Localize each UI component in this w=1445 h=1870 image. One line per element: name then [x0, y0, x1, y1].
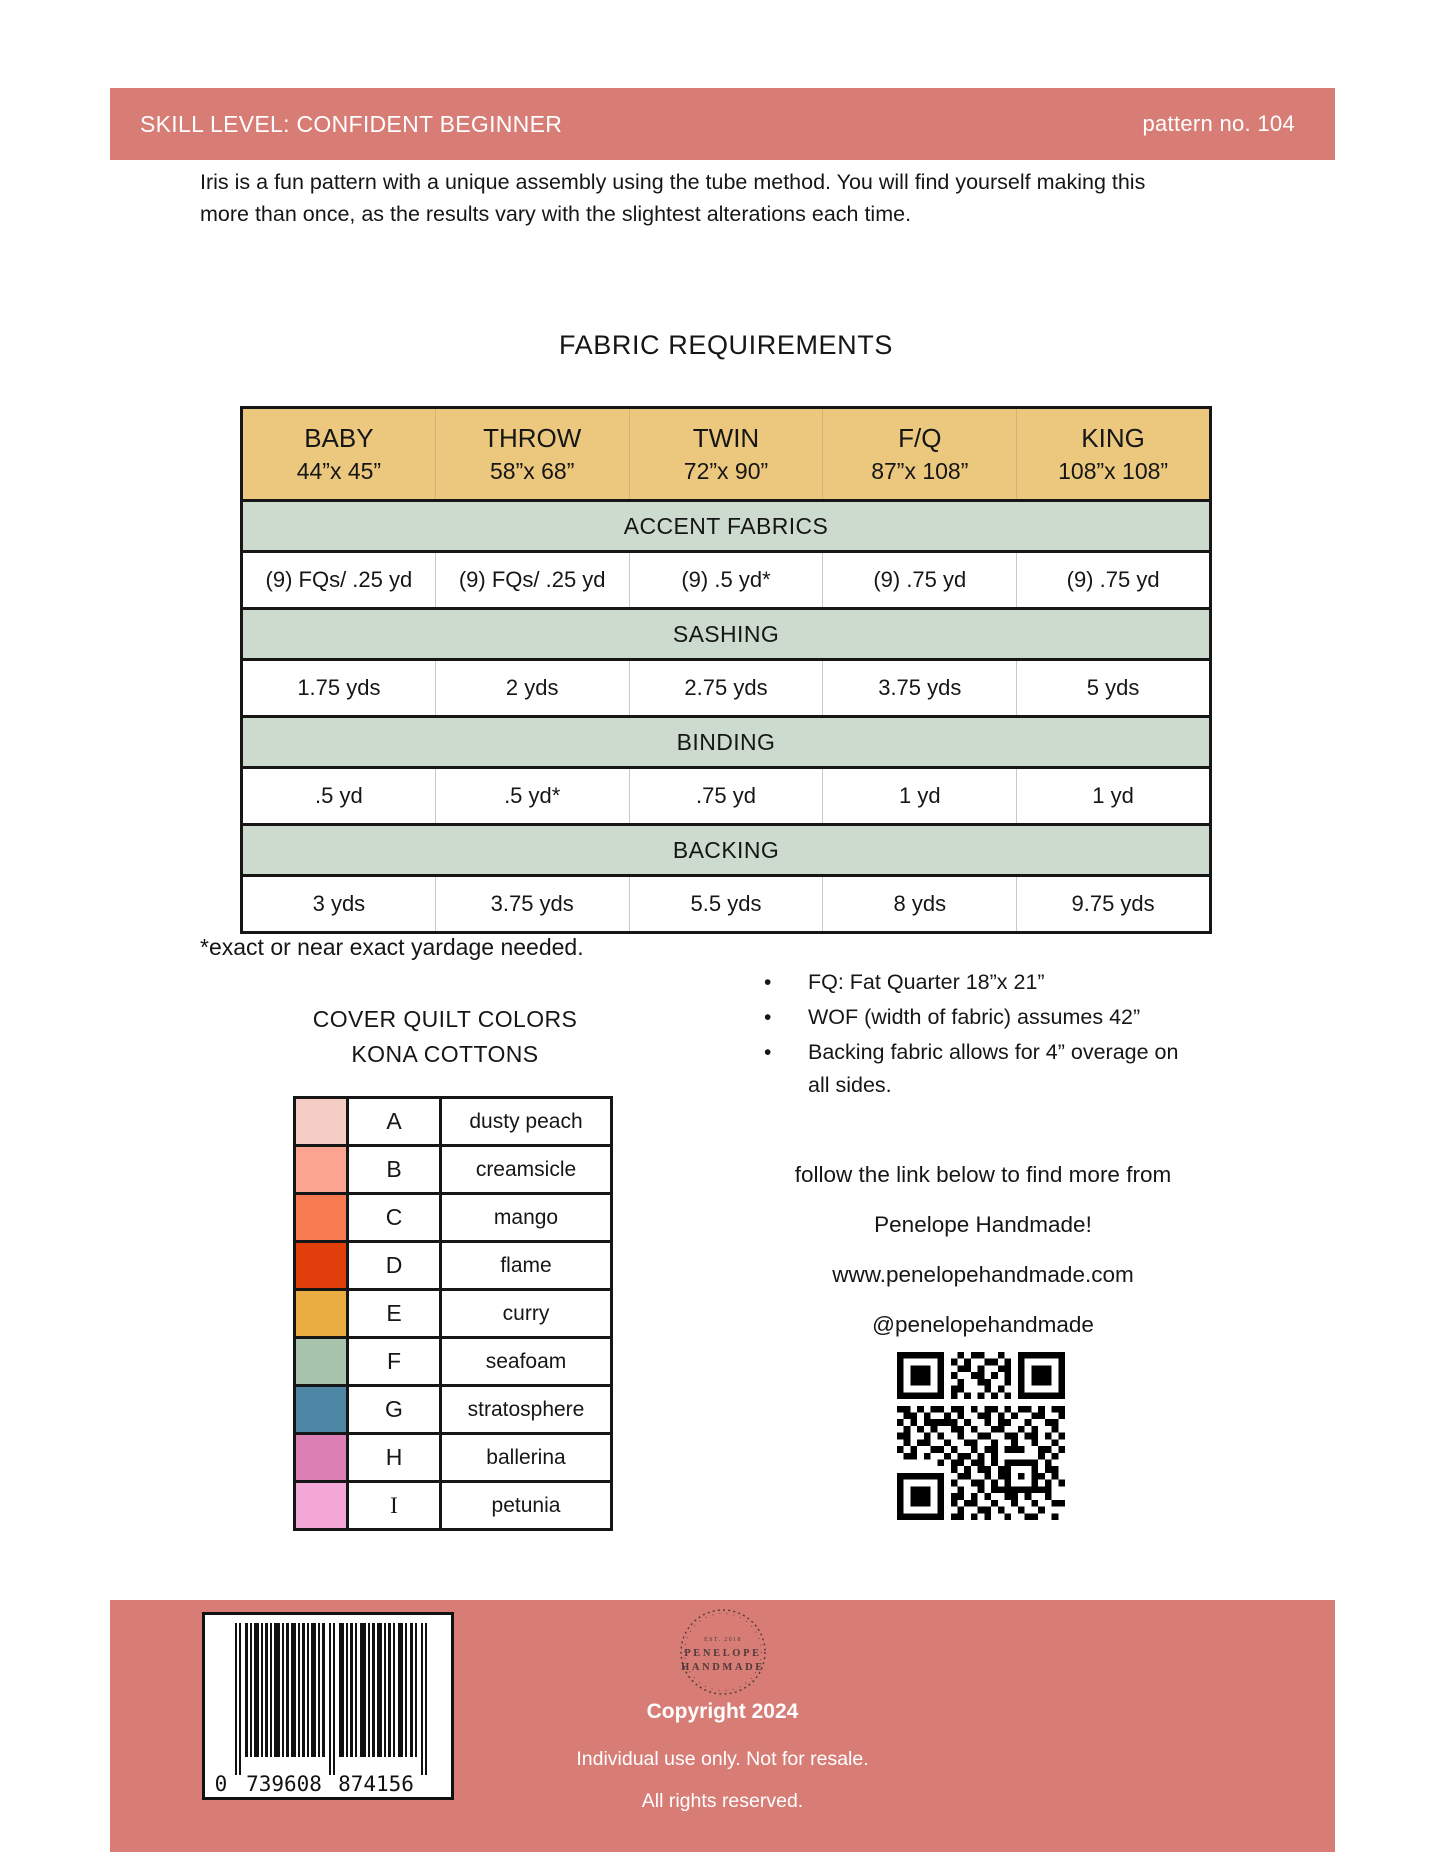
color-swatch [295, 1290, 348, 1338]
copyright-line: Copyright 2024 [646, 1700, 799, 1723]
color-letter: G [348, 1386, 441, 1434]
color-letter: I [348, 1482, 441, 1530]
yardage-cell: .75 yd [629, 768, 823, 825]
color-swatch [295, 1146, 348, 1194]
column-header-fq: F/Q 87”x 108” [823, 408, 1017, 501]
column-header-throw: THROW 58”x 68” [435, 408, 629, 501]
wreath-icon [667, 1602, 779, 1706]
yardage-cell: 1 yd [823, 768, 1017, 825]
color-swatch [295, 1242, 348, 1290]
yardage-cell: 3 yds [242, 876, 436, 933]
color-letter: C [348, 1194, 441, 1242]
color-row [295, 1338, 612, 1386]
column-header-baby: BABY 44”x 45” [242, 408, 436, 501]
color-name: petunia [441, 1482, 612, 1530]
follow-line-2: Penelope Handmade! [874, 1212, 1092, 1237]
yardage-cell: 2 yds [435, 660, 629, 717]
logo-name-line-1: PENELOPE [683, 1648, 762, 1659]
usage-line: Individual use only. Not for resale. [576, 1748, 869, 1770]
section-header-backing: BACKING [242, 825, 1211, 876]
color-name: seafoam [441, 1338, 612, 1386]
barcode-left-digits: 739608 [246, 1772, 322, 1796]
skill-level-label: SKILL LEVEL: CONFIDENT BEGINNER [140, 110, 563, 137]
color-swatch [295, 1098, 348, 1146]
accent-fabrics-row [242, 552, 1211, 609]
bullet-icon: • [764, 1006, 772, 1029]
yardage-cell: 2.75 yds [629, 660, 823, 717]
fabric-notes-list [762, 966, 1182, 1104]
color-name: stratosphere [441, 1386, 612, 1434]
color-row [295, 1482, 612, 1530]
intro-line-2: more than once, as the results vary with the slightest alterations each time. [200, 202, 912, 226]
section-header-sashing: SASHING [242, 609, 1211, 660]
color-row [295, 1290, 612, 1338]
sashing-row [242, 660, 1211, 717]
color-name: mango [441, 1194, 612, 1242]
color-name: dusty peach [441, 1098, 612, 1146]
color-swatch [295, 1386, 348, 1434]
yardage-cell: 5 yds [1017, 660, 1211, 717]
instagram-handle[interactable]: @penelopehandmade [872, 1312, 1094, 1337]
color-swatch [295, 1434, 348, 1482]
note-backing-overage: • Backing fabric allows for 4” overage on all sides. [762, 1036, 1182, 1102]
yardage-cell: 1.75 yds [242, 660, 436, 717]
kona-color-table [293, 1096, 613, 1531]
color-swatch [295, 1482, 348, 1530]
yardage-cell: (9) .75 yd [1017, 552, 1211, 609]
yardage-cell: 3.75 yds [823, 660, 1017, 717]
color-row [295, 1146, 612, 1194]
barcode-prefix-digit: 0 [214, 1772, 228, 1796]
backing-row [242, 876, 1211, 933]
yardage-cell: 1 yd [1017, 768, 1211, 825]
color-name: flame [441, 1242, 612, 1290]
website-link[interactable]: www.penelopehandmade.com [832, 1262, 1134, 1287]
section-header-binding: BINDING [242, 717, 1211, 768]
section-header-accent-fabrics: ACCENT FABRICS [242, 501, 1211, 552]
color-letter: H [348, 1434, 441, 1482]
column-header-twin: TWIN 72”x 90” [629, 408, 823, 501]
color-row [295, 1098, 612, 1146]
yardage-cell: (9) FQs/ .25 yd [435, 552, 629, 609]
color-name: curry [441, 1290, 612, 1338]
color-letter: B [348, 1146, 441, 1194]
yardage-cell: .5 yd* [435, 768, 629, 825]
column-header-king: KING 108”x 108” [1017, 408, 1211, 501]
yardage-cell: .5 yd [242, 768, 436, 825]
yardage-cell: 3.75 yds [435, 876, 629, 933]
color-name: ballerina [441, 1434, 612, 1482]
color-letter: F [348, 1338, 441, 1386]
color-row [295, 1386, 612, 1434]
skill-level-banner [110, 88, 1335, 160]
yardage-cell: 5.5 yds [629, 876, 823, 933]
color-letter: A [348, 1098, 441, 1146]
binding-row [242, 768, 1211, 825]
color-name: creamsicle [441, 1146, 612, 1194]
size-header-row [242, 408, 1211, 501]
color-row [295, 1242, 612, 1290]
intro-paragraph [200, 166, 1260, 230]
follow-line-1: follow the link below to find more from [794, 1162, 1172, 1187]
color-letter: E [348, 1290, 441, 1338]
color-row [295, 1434, 612, 1482]
logo-est-line: EST. 2018 [703, 1637, 742, 1643]
cover-colors-title: COVER QUILT COLORS KONA COTTONS [312, 1006, 578, 1067]
color-letter: D [348, 1242, 441, 1290]
barcode-right-digits: 874156 [338, 1772, 414, 1796]
logo-name-line-2: HANDMADE [680, 1662, 765, 1673]
yardage-footnote: *exact or near exact yardage needed. [200, 934, 584, 960]
intro-line-1: Iris is a fun pattern with a unique assembly using the tube method. You will find yourself making this [200, 170, 1146, 194]
penelope-handmade-logo [667, 1602, 779, 1706]
fabric-requirements-title: FABRIC REQUIREMENTS [559, 330, 893, 360]
color-swatch [295, 1338, 348, 1386]
yardage-cell: 9.75 yds [1017, 876, 1211, 933]
note-wof: • WOF (width of fabric) assumes 42” [762, 1001, 1182, 1034]
bullet-icon: • [764, 1041, 772, 1064]
color-swatch [295, 1194, 348, 1242]
yardage-cell: (9) FQs/ .25 yd [242, 552, 436, 609]
fabric-requirements-table [240, 406, 1212, 934]
pattern-number: pattern no. 104 [1142, 111, 1295, 136]
footer-band [110, 1600, 1335, 1852]
follow-block [742, 1163, 1224, 1363]
yardage-cell: 8 yds [823, 876, 1017, 933]
note-fat-quarter: • FQ: Fat Quarter 18”x 21” [762, 966, 1182, 999]
yardage-cell: (9) .75 yd [823, 552, 1017, 609]
rights-line: All rights reserved. [641, 1790, 804, 1812]
yardage-cell: (9) .5 yd* [629, 552, 823, 609]
bullet-icon: • [764, 971, 772, 994]
qr-code [897, 1352, 1065, 1520]
color-row [295, 1194, 612, 1242]
